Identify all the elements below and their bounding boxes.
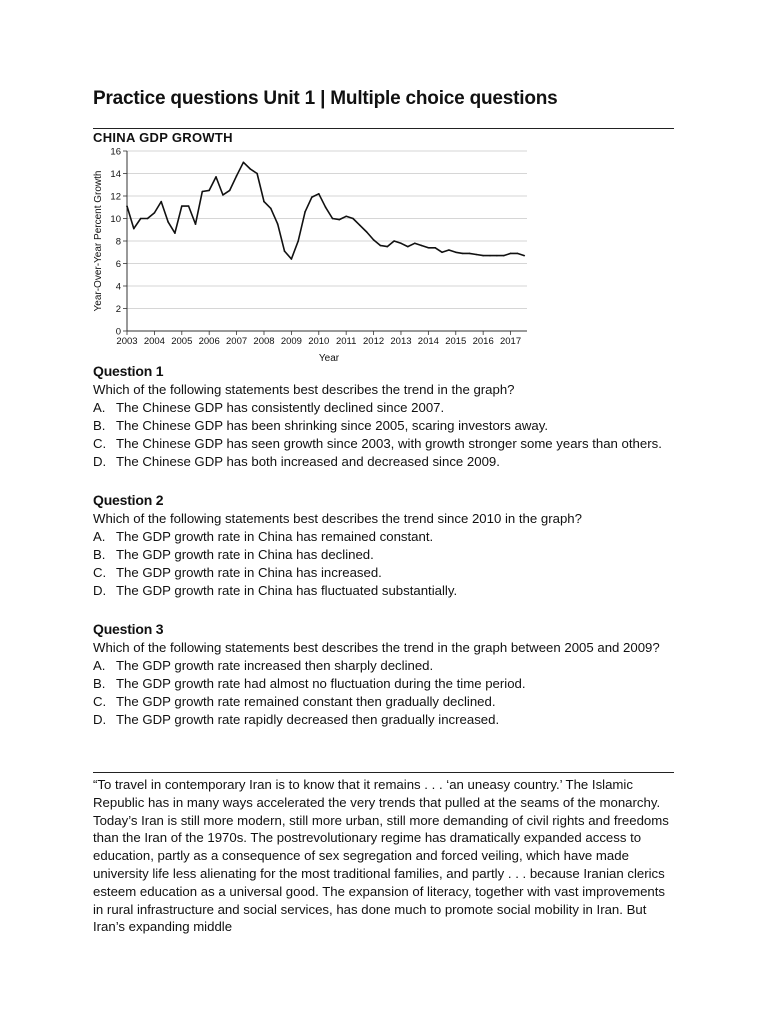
y-tick-label: 10 <box>110 214 121 225</box>
option-text: The Chinese GDP has consistently declined since 2007. <box>116 400 445 415</box>
data-point <box>249 168 251 170</box>
chart-tick-labels <box>110 147 521 348</box>
passage-text: “To travel in contemporary Iran is to know that it remains . . . ‘an uneasy country.’ The Islamic Republic has in many ways accelerated the very trends that pulled at the seams of the monarchy. Today’s Iran is still more modern, still more urban, still more demanding of civil rights and freedoms than the Iran of the 1970s. The postrevolutionary regime has dramatically expanded access to education, partly as a consequence of sex segregation and forced veiling, which have made university life less alienating for the most traditional families, and partly . . . because Iranian clerics esteem education as a universal good. The expansion of literacy, together with vast improvements in rural infrastructure and social services, has done much to promote social mobility in Iran. But Iran’s expanding middle <box>93 777 669 935</box>
data-point <box>496 255 498 257</box>
page-title: Practice questions Unit 1 | Multiple choice questions <box>93 88 558 109</box>
x-tick-label: 2010 <box>308 336 330 347</box>
x-tick-label: 2012 <box>363 336 385 347</box>
question-heading: Question 2 <box>93 492 164 508</box>
chart-axes <box>123 151 527 335</box>
y-tick-label: 14 <box>110 169 121 180</box>
data-point <box>263 201 265 203</box>
data-point <box>284 250 286 252</box>
option-text: The Chinese GDP has been shrinking since 2005, scaring investors away. <box>116 418 548 433</box>
y-tick-label: 8 <box>115 236 121 248</box>
chart-gridlines <box>127 151 527 309</box>
question-block <box>93 620 678 729</box>
option-text: The GDP growth rate in China has declined. <box>116 547 374 562</box>
data-point <box>517 253 519 255</box>
x-tick-label: 2013 <box>390 336 412 347</box>
data-point <box>229 190 231 192</box>
data-point <box>174 232 176 234</box>
data-point <box>339 219 341 221</box>
data-point <box>455 251 457 253</box>
question-block <box>93 491 678 600</box>
option-letter: C. <box>93 436 107 451</box>
answer-option <box>93 675 678 693</box>
data-point <box>167 221 169 223</box>
gdp-growth-chart <box>88 142 538 366</box>
option-text: The Chinese GDP has seen growth since 2003, with growth stronger some years than others. <box>116 436 662 451</box>
answer-option <box>93 693 678 711</box>
y-tick-label: 2 <box>115 304 121 315</box>
data-point <box>503 255 505 257</box>
y-tick-label: 0 <box>115 326 121 338</box>
question-block <box>93 362 678 471</box>
data-point <box>476 254 478 256</box>
data-point <box>126 205 128 207</box>
question-heading: Question 3 <box>93 621 164 637</box>
y-axis-label: Year-Over-Year Percent Growth <box>93 170 104 312</box>
gdp-growth-line <box>127 162 524 259</box>
data-point <box>243 161 245 163</box>
data-point <box>434 247 436 249</box>
option-letter: C. <box>93 565 107 580</box>
answer-option <box>93 657 678 675</box>
option-text: The GDP growth rate in China has increased. <box>116 565 382 580</box>
data-point <box>428 247 430 249</box>
option-letter: B. <box>93 676 106 691</box>
answer-option <box>93 528 678 546</box>
option-letter: A. <box>93 529 106 544</box>
x-tick-label: 2016 <box>472 336 494 347</box>
data-point <box>469 253 471 255</box>
x-tick-label: 2009 <box>280 336 302 347</box>
option-letter: A. <box>93 400 106 415</box>
data-point <box>277 223 279 225</box>
data-point <box>421 245 423 247</box>
data-point <box>208 190 210 192</box>
questions-section <box>93 362 678 749</box>
x-tick-label: 2006 <box>198 336 220 347</box>
data-point <box>202 191 204 193</box>
option-letter: D. <box>93 454 107 469</box>
y-tick-label: 12 <box>110 191 121 203</box>
option-letter: D. <box>93 712 107 727</box>
data-point <box>304 211 306 213</box>
answer-option <box>93 582 678 600</box>
question-prompt: Which of the following statements best describes the trend in the graph? <box>93 382 515 397</box>
answer-option <box>93 417 678 435</box>
option-letter: A. <box>93 658 106 673</box>
answer-option <box>93 564 678 582</box>
chart-title: CHINA GDP GROWTH <box>93 130 233 145</box>
data-point <box>147 218 149 220</box>
data-point <box>140 218 142 220</box>
option-text: The GDP growth rate increased then sharply declined. <box>116 658 434 673</box>
x-tick-label: 2014 <box>417 336 439 347</box>
data-point <box>291 258 293 260</box>
data-point <box>352 218 354 220</box>
data-point <box>133 228 135 230</box>
x-tick-label: 2007 <box>226 336 248 347</box>
data-point <box>297 240 299 242</box>
option-text: The GDP growth rate remained constant then gradually declined. <box>116 694 496 709</box>
data-point <box>523 255 525 257</box>
data-point <box>188 205 190 207</box>
data-point <box>270 208 272 210</box>
answer-option <box>93 435 678 453</box>
question-heading: Question 1 <box>93 363 164 379</box>
data-point <box>345 215 347 217</box>
option-letter: B. <box>93 418 106 433</box>
option-letter: D. <box>93 583 107 598</box>
data-point <box>407 246 409 248</box>
question-prompt: Which of the following statements best describes the trend since 2010 in the graph? <box>93 511 582 526</box>
data-point <box>400 242 402 244</box>
passage-divider <box>93 772 674 773</box>
x-tick-label: 2003 <box>116 336 138 347</box>
data-point <box>462 253 464 255</box>
data-point <box>441 251 443 253</box>
data-point <box>510 253 512 255</box>
top-divider <box>93 128 674 129</box>
data-point <box>325 206 327 208</box>
answer-option <box>93 453 678 471</box>
data-point <box>181 205 183 207</box>
question-prompt: Which of the following statements best describes the trend in the graph between 2005 and 2009? <box>93 640 660 655</box>
x-tick-label: 2008 <box>253 336 275 347</box>
option-letter: C. <box>93 694 107 709</box>
data-point <box>448 249 450 251</box>
answer-option <box>93 546 678 564</box>
x-tick-label: 2017 <box>499 336 522 347</box>
data-point <box>318 193 320 195</box>
y-tick-label: 4 <box>115 281 121 293</box>
y-tick-label: 16 <box>110 146 121 158</box>
option-text: The GDP growth rate had almost no fluctuation during the time period. <box>116 676 526 691</box>
option-text: The GDP growth rate in China has fluctuated substantially. <box>116 583 458 598</box>
data-point <box>236 175 238 177</box>
data-point <box>386 246 388 248</box>
data-point <box>154 212 156 214</box>
x-tick-label: 2004 <box>143 336 165 347</box>
data-point <box>311 196 313 198</box>
data-point <box>195 223 197 225</box>
data-point <box>332 218 334 220</box>
answer-option <box>93 399 678 417</box>
option-text: The GDP growth rate rapidly decreased then gradually increased. <box>116 712 500 727</box>
data-point <box>366 231 368 233</box>
data-point <box>215 176 217 178</box>
option-letter: B. <box>93 547 106 562</box>
data-point <box>393 240 395 242</box>
data-point <box>359 224 361 226</box>
data-point <box>160 201 162 203</box>
x-tick-label: 2005 <box>171 336 193 347</box>
data-point <box>482 255 484 257</box>
option-text: The Chinese GDP has both increased and decreased since 2009. <box>116 454 500 469</box>
data-point <box>373 239 375 241</box>
x-tick-label: 2011 <box>335 336 357 347</box>
y-tick-label: 6 <box>115 259 121 270</box>
data-point <box>222 194 224 196</box>
data-point <box>256 173 258 175</box>
data-point <box>414 242 416 244</box>
option-text: The GDP growth rate in China has remained constant. <box>116 529 434 544</box>
x-axis-label: Year <box>318 353 340 364</box>
data-point <box>489 255 491 257</box>
chart-series <box>126 161 525 259</box>
answer-option <box>93 711 678 729</box>
data-point <box>380 245 382 247</box>
x-tick-label: 2015 <box>445 336 467 347</box>
